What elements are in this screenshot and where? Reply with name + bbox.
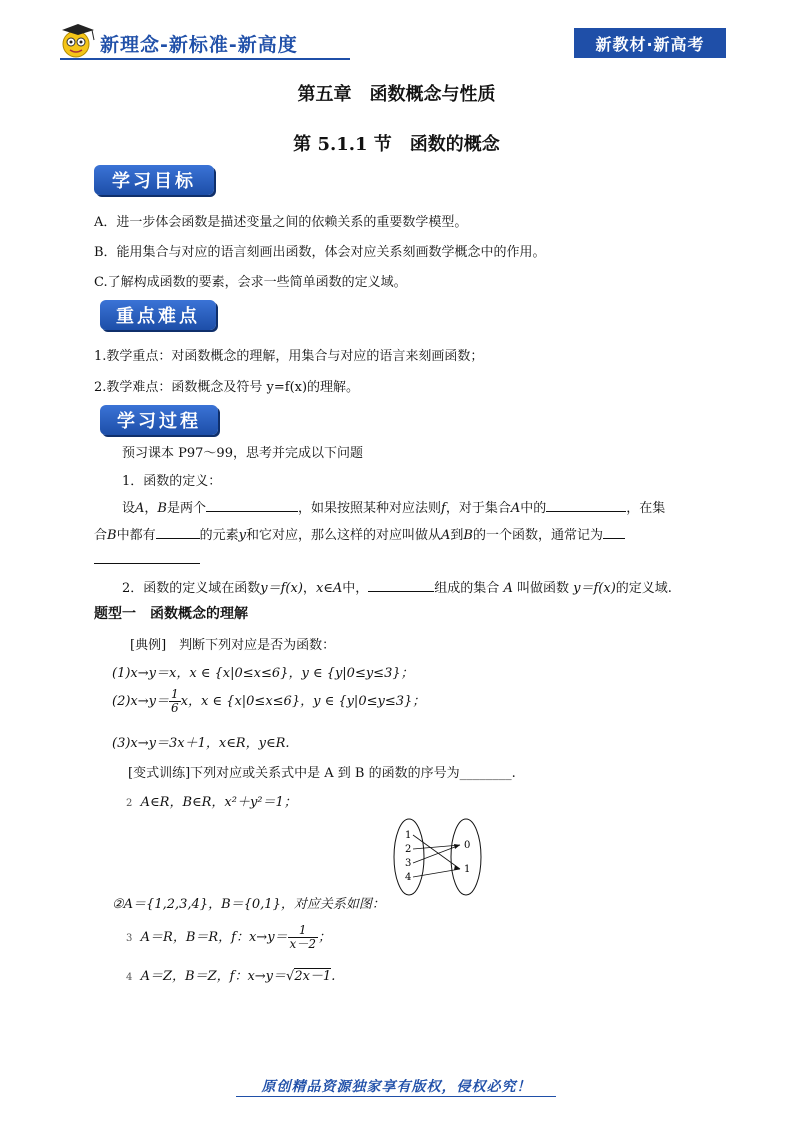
q1-title: 1．函数的定义：	[122, 474, 222, 489]
sqrt-icon: √	[286, 969, 295, 984]
example-label: [典例] 判断下列对应是否为函数：	[130, 638, 336, 653]
q1-line-1: 设A，B是两个 ，如果按照某种对应法则f，对于集合A中的 ，在集	[122, 497, 665, 516]
mapping-diagram	[392, 816, 488, 898]
q2-line: 2．函数的定义域在函数y＝f(x)，x∈A中， 组成的集合 A 叫做函数 y＝f(x)的定义域.	[122, 577, 672, 596]
left-element: 3	[405, 858, 412, 869]
q1-line-2: 合B中都有 的元素y和它对应，那么这样的对应叫做从A到B的一个函数，通常记为	[94, 524, 625, 543]
header-slogan: 新理念-新标准-新高度	[100, 34, 298, 56]
blank[interactable]	[546, 498, 626, 512]
example-3: (3)x→y＝3x＋1，x∈R，y∈R.	[112, 736, 290, 751]
goal-item: C.了解构成函数的要素，会求一些简单函数的定义域。	[94, 275, 407, 290]
variant-1: 2 A∈R，B∈R，x²＋y²＝1；	[126, 795, 297, 810]
header-badge: 新教材·新高考	[574, 28, 726, 58]
variant-2: ②A＝{1,2,3,4}，B＝{0,1}，对应关系如图：	[112, 897, 385, 912]
fraction: $\frac{1}{6}$	[170, 687, 179, 715]
blank[interactable]	[603, 525, 625, 539]
right-element: 1	[464, 864, 471, 875]
header-underline	[60, 58, 350, 60]
left-element: 2	[405, 844, 412, 855]
footer-underline	[236, 1096, 556, 1097]
left-element: 1	[405, 830, 412, 841]
example-1: (1)x→y＝x，x ∈ {x|0≤x≤6}，y ∈ {y|0≤y≤3}；	[112, 666, 414, 681]
blank[interactable]	[206, 498, 298, 512]
type1-title: 题型一 函数概念的理解	[94, 606, 248, 622]
right-element: 0	[464, 840, 471, 851]
footer-copyright: 原创精品资源独家享有版权，侵权必究！	[261, 1079, 532, 1095]
left-element: 4	[405, 872, 412, 883]
mascot-icon	[56, 20, 100, 60]
variant-3: 3 A＝R，B＝R，f：x→y＝ $\frac{1}{x-2}$ ；	[126, 923, 331, 951]
goal-item: B．能用集合与对应的语言刻画出函数，体会对应关系刻画数学概念中的作用。	[94, 245, 546, 260]
blank[interactable]	[94, 550, 200, 564]
variant-4: 4 A＝Z，B＝Z，f：x→y＝√2x－1.	[126, 969, 336, 984]
fraction: $\frac{1}{x-2}$	[289, 923, 316, 951]
key-points-tag: 重点难点	[100, 300, 216, 330]
blank[interactable]	[156, 525, 200, 539]
key-point-item: 2.教学难点：函数概念及符号 y=f(x)的理解。	[94, 380, 360, 395]
section-title: 第 5.1.1 节 函数的概念	[293, 134, 500, 155]
header-logo-area	[56, 20, 100, 60]
process-tag: 学习过程	[100, 405, 218, 435]
key-point-item: 1.教学重点：对函数概念的理解，用集合与对应的语言来刻画函数；	[94, 349, 484, 364]
variant-training: [变式训练]下列对应或关系式中是 A 到 B 的函数的序号为________.	[128, 766, 516, 781]
goal-item: A．进一步体会函数是描述变量之间的依赖关系的重要数学模型。	[94, 215, 468, 230]
example-2: (2)x→y＝ $\frac{1}{6}$ x，x ∈ {x|0≤x≤6}，y ∈ {y|0≤y≤3}；	[112, 687, 426, 715]
goals-tag: 学习目标	[94, 165, 214, 195]
chapter-title: 第五章 函数概念与性质	[297, 84, 496, 105]
process-intro: 预习课本 P97～99，思考并完成以下问题	[122, 446, 363, 461]
blank[interactable]	[368, 578, 434, 592]
